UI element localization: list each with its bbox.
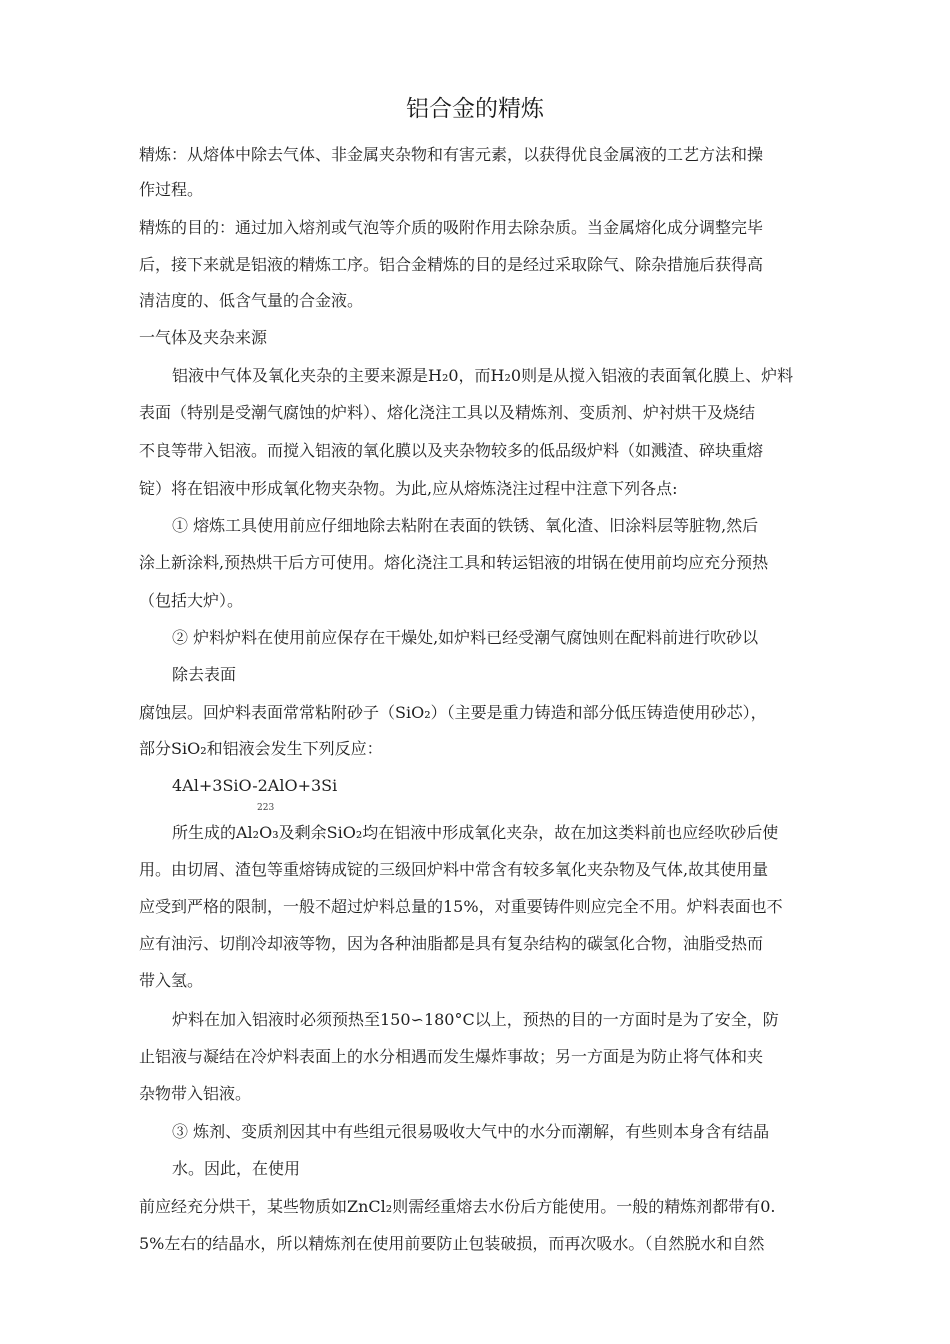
paragraph-line: 后，接下来就是铝液的精炼工序。铝合金精炼的目的是经过采取除气、除杂措施后获得高 (139, 255, 764, 274)
paragraph-line: 5%左右的结晶水，所以精炼剂在使用前要防止包装破损，而再次吸水。（自然脱水和自然 (139, 1234, 765, 1253)
paragraph-line: 精炼的目的：通过加入熔剂或气泡等介质的吸附作用去除杂质。当金属熔化成分调整完毕 (139, 218, 764, 237)
paragraph-line: 应有油污、切削冷却液等物，因为各种油脂都是具有复杂结构的碳氢化合物，油脂受热而 (139, 934, 764, 953)
paragraph-line: 应受到严格的限制，一般不超过炉料总量的15%，对重要铸件则应完全不用。炉料表面也不 (139, 897, 783, 916)
paragraph-line: 水。因此，在使用 (172, 1159, 301, 1178)
paragraph-line: 作过程。 (139, 180, 204, 199)
section-heading: 一气体及夹杂来源 (139, 328, 268, 347)
paragraph-line: 除去表面 (172, 665, 237, 684)
list-item-line: ③ 炼剂、变质剂因其中有些组元很易吸收大气中的水分而潮解，有些则本身含有结晶 (172, 1122, 770, 1141)
paragraph-line: 部分SiO₂和铝液会发生下列反应： (139, 739, 383, 758)
paragraph-line: 杂物带入铝液。 (139, 1084, 252, 1103)
paragraph-line: 清洁度的、低含气量的合金液。 (139, 291, 364, 310)
paragraph-line: 铝液中气体及氧化夹杂的主要来源是H₂0，而H₂0则是从搅入铝液的表面氧化膜上、炉料 (172, 366, 794, 385)
paragraph-line: 表面（特别是受潮气腐蚀的炉料）、熔化浇注工具以及精炼剂、变质剂、炉衬烘干及烧结 (139, 403, 756, 422)
paragraph-line: 带入氢。 (139, 971, 204, 990)
list-item-line: ① 熔炼工具使用前应仔细地除去粘附在表面的铁锈、氧化渣、旧涂料层等脏物,然后 (172, 516, 759, 535)
list-item-line: ② 炉料炉料在使用前应保存在干燥处,如炉料已经受潮气腐蚀则在配料前进行吹砂以 (172, 628, 759, 647)
paragraph-line: 用。由切屑、渣包等重熔铸成锭的三级回炉料中常含有较多氧化夹杂物及气体,故其使用量 (139, 860, 769, 879)
equation-subscripts: 223 (257, 803, 275, 813)
paragraph-line: 涂上新涂料,预热烘干后方可使用。熔化浇注工具和转运铝液的坩锅在使用前均应充分预热 (139, 553, 769, 572)
paragraph-line: 精炼：从熔体中除去气体、非金属夹杂物和有害元素，以获得优良金属液的工艺方法和操 (139, 145, 764, 164)
chemical-equation: 4Al+3SiO-2AlO+3Si (172, 776, 338, 795)
paragraph-line: 腐蚀层。回炉料表面常常粘附砂子（SiO₂）（主要是重力铸造和部分低压铸造使用砂芯）， (139, 703, 767, 722)
paragraph-line: 炉料在加入铝液时必须预热至150∽180°C以上，预热的目的一方面时是为了安全，防 (172, 1010, 779, 1029)
paragraph-line: 前应经充分烘干，某些物质如ZnCl₂则需经重熔去水份后方能使用。一般的精炼剂都带有0. (139, 1197, 776, 1216)
paragraph-line: 止铝液与凝结在冷炉料表面上的水分相遇而发生爆炸事故；另一方面是为防止将气体和夹 (139, 1047, 764, 1066)
paragraph-line: 锭）将在铝液中形成氧化物夹杂物。为此,应从熔炼浇注过程中注意下列各点: (139, 479, 678, 498)
paragraph-line: （包括大炉）。 (139, 591, 244, 610)
document-title: 铝合金的精炼 (406, 96, 544, 122)
paragraph-line: 所生成的Al₂O₃及剩余SiO₂均在铝液中形成氧化夹杂，故在加这类料前也应经吹砂后使 (172, 823, 779, 842)
paragraph-line: 不良等带入铝液。而搅入铝液的氧化膜以及夹杂物较多的低品级炉料（如溅渣、碎块重熔 (139, 441, 764, 460)
